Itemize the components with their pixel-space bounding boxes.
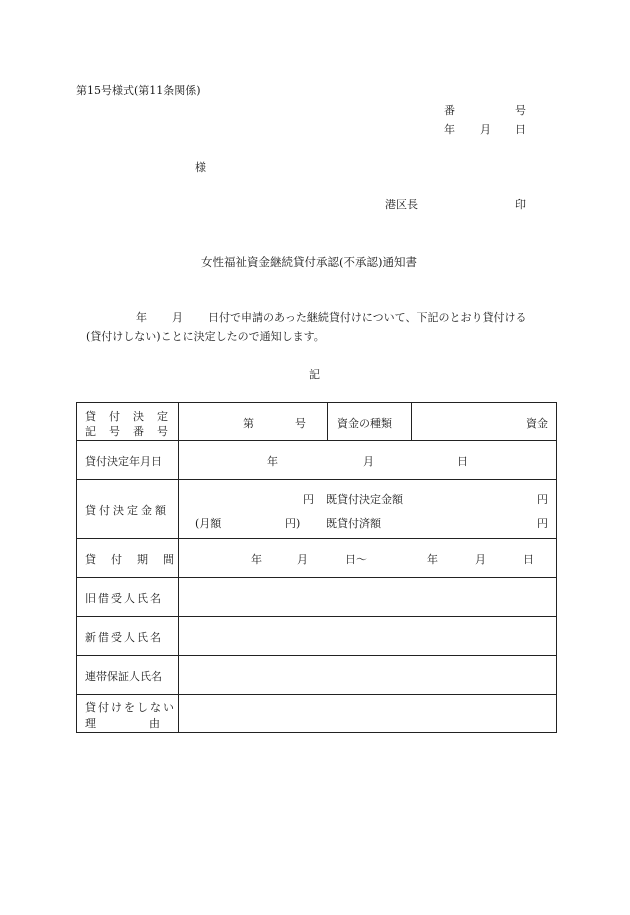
date-year: 年 <box>444 123 455 136</box>
addressee-suffix: 様 <box>195 161 206 174</box>
period-start-month: 月 <box>297 553 308 566</box>
body-year: 年 <box>136 311 147 324</box>
monthly-open: (月額 <box>195 517 222 530</box>
body-line2: (貸付けしない)ことに決定したので通知します。 <box>86 330 325 343</box>
new-borrower-field[interactable] <box>179 617 557 656</box>
period-end-year: 年 <box>427 553 438 566</box>
date-month: 月 <box>363 455 374 468</box>
fund-suffix: 資金 <box>526 417 548 430</box>
label-new-borrower: 新借受人氏名 <box>85 631 163 644</box>
prev-amount-yen: 円 <box>537 493 548 506</box>
label-decision-amount: 貸付決定金額 <box>85 504 169 517</box>
label-cell <box>77 617 179 656</box>
period-end-day: 日 <box>523 553 534 566</box>
issuer: 港区長 <box>385 198 418 211</box>
number-suffix: 号 <box>515 104 526 117</box>
row-guarantor <box>77 656 557 695</box>
row-former-borrower <box>77 578 557 617</box>
value-cell <box>179 480 557 539</box>
date-day: 日 <box>457 455 468 468</box>
fund-type-label: 資金の種類 <box>337 417 392 430</box>
label-decision-date: 貸付決定年月日 <box>85 455 162 468</box>
label-cell <box>77 403 179 441</box>
former-borrower-field[interactable] <box>179 578 557 617</box>
label-former-borrower: 旧借受人氏名 <box>85 592 163 605</box>
value-cell <box>179 441 557 480</box>
body-month: 月 <box>172 311 183 324</box>
period-start-day: 日～ <box>345 553 367 566</box>
monthly-close: 円) <box>285 517 301 530</box>
number-label: 番 <box>444 104 455 117</box>
period-start-year: 年 <box>251 553 262 566</box>
page-title: 女性福祉資金継続貸付承認(不承認)通知書 <box>201 255 417 269</box>
date-month: 月 <box>480 123 491 136</box>
label-cell <box>77 441 179 480</box>
body-line1: 日付で申請のあった継続貸付けについて、下記のとおり貸付ける <box>208 311 527 324</box>
label-loan-decision: 貸付決定 <box>85 410 181 423</box>
row-loan-number <box>77 403 557 441</box>
seal-mark: 印 <box>515 198 526 211</box>
label-loan-period: 貸付期間 <box>85 553 189 566</box>
date-day: 日 <box>515 123 526 136</box>
paid-yen: 円 <box>537 517 548 530</box>
label-refusal-top: 貸付けをしない <box>85 701 176 714</box>
label-record-number: 記号番号 <box>85 425 181 438</box>
label-cell <box>77 539 189 578</box>
form-number: 第15号様式(第11条関係) <box>76 84 201 97</box>
refusal-reason-field[interactable] <box>179 695 557 733</box>
row-decision-amount <box>77 480 557 539</box>
paid-label: 既貸付済額 <box>326 517 381 530</box>
value-cell <box>179 403 557 441</box>
guarantor-field[interactable] <box>179 656 557 695</box>
amount-yen: 円 <box>303 493 314 506</box>
dai-text: 第 <box>243 417 254 430</box>
label-guarantor: 連帯保証人氏名 <box>85 670 162 683</box>
date-year: 年 <box>267 455 278 468</box>
loan-details-table <box>76 402 557 733</box>
row-decision-date <box>77 441 557 480</box>
row-refusal-reason <box>77 695 557 733</box>
period-end-month: 月 <box>475 553 486 566</box>
row-new-borrower <box>77 617 557 656</box>
go-text: 号 <box>295 417 306 430</box>
label-cell <box>77 695 213 733</box>
label-cell <box>77 656 179 695</box>
prev-amount-label: 既貸付決定金額 <box>326 493 403 506</box>
label-cell <box>77 578 179 617</box>
label-refusal-bottom: 理由 <box>85 717 213 730</box>
ki-marker: 記 <box>309 368 320 381</box>
label-cell <box>77 480 179 539</box>
value-cell <box>179 539 557 578</box>
row-loan-period <box>77 539 557 578</box>
